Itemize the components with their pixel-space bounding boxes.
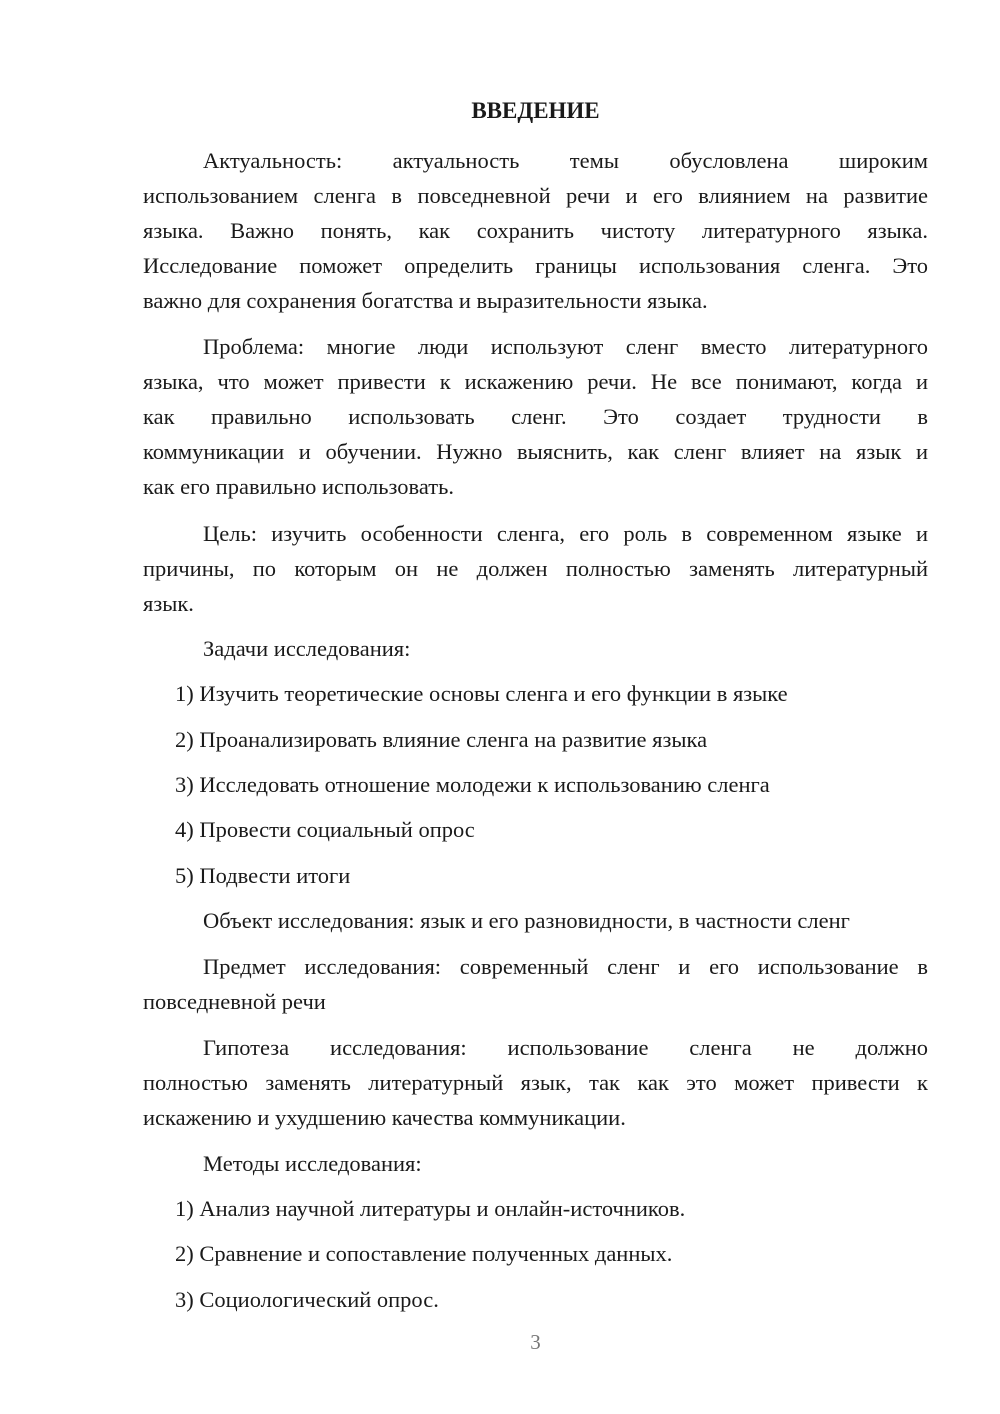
problem-line: как его правильно использовать. <box>143 474 454 499</box>
task-item: 2) Проанализировать влияние сленга на развитие языка <box>175 727 708 752</box>
document-page <box>143 0 928 1414</box>
problem-line: языка, что может привести к искажению речи. Не все понимают, когда и <box>143 369 928 394</box>
task-item: 1) Изучить теоретические основы сленга и его функции в языке <box>175 681 788 706</box>
hypothesis-line: полностью заменять литературный язык, так как это может привести к <box>143 1070 928 1095</box>
hypothesis-line: Гипотеза исследования: использование сленга не должно <box>203 1035 928 1060</box>
methods-heading: Методы исследования: <box>203 1151 422 1176</box>
tasks-heading: Задачи исследования: <box>203 636 411 661</box>
relevance-line: Исследование поможет определить границы использования сленга. Это <box>143 253 928 278</box>
section-title: ВВЕДЕНИЕ <box>471 98 600 123</box>
hypothesis-line: искажению и ухудшению качества коммуникации. <box>143 1105 626 1130</box>
goal-line: причины, по которым он не должен полностью заменять литературный <box>143 556 928 581</box>
relevance-line: важно для сохранения богатства и выразительности языка. <box>143 288 708 313</box>
research-subject-line: повседневной речи <box>143 989 326 1014</box>
relevance-line: языка. Важно понять, как сохранить чистоту литературного языка. <box>143 218 928 243</box>
problem-line: как правильно использовать сленг. Это создает трудности в <box>143 404 928 429</box>
research-object: Объект исследования: язык и его разновидности, в частности сленг <box>203 908 850 933</box>
task-item: 4) Провести социальный опрос <box>175 817 475 842</box>
problem-line: Проблема: многие люди используют сленг вместо литературного <box>203 334 928 359</box>
research-subject-line: Предмет исследования: современный сленг и его использование в <box>203 954 928 979</box>
problem-line: коммуникации и обучении. Нужно выяснить, как сленг влияет на язык и <box>143 439 928 464</box>
task-item: 3) Исследовать отношение молодежи к использованию сленга <box>175 772 770 797</box>
page-number: 3 <box>530 1330 541 1354</box>
method-item: 2) Сравнение и сопоставление полученных данных. <box>175 1241 673 1266</box>
relevance-line: использованием сленга в повседневной речи и его влиянием на развитие <box>143 183 928 208</box>
method-item: 1) Анализ научной литературы и онлайн-источников. <box>175 1196 686 1221</box>
method-item: 3) Социологический опрос. <box>175 1287 439 1312</box>
relevance-line: Актуальность: актуальность темы обусловлена широким <box>203 148 928 173</box>
goal-line: Цель: изучить особенности сленга, его роль в современном языке и <box>203 521 928 546</box>
task-item: 5) Подвести итоги <box>175 863 351 888</box>
goal-line: язык. <box>143 591 194 616</box>
